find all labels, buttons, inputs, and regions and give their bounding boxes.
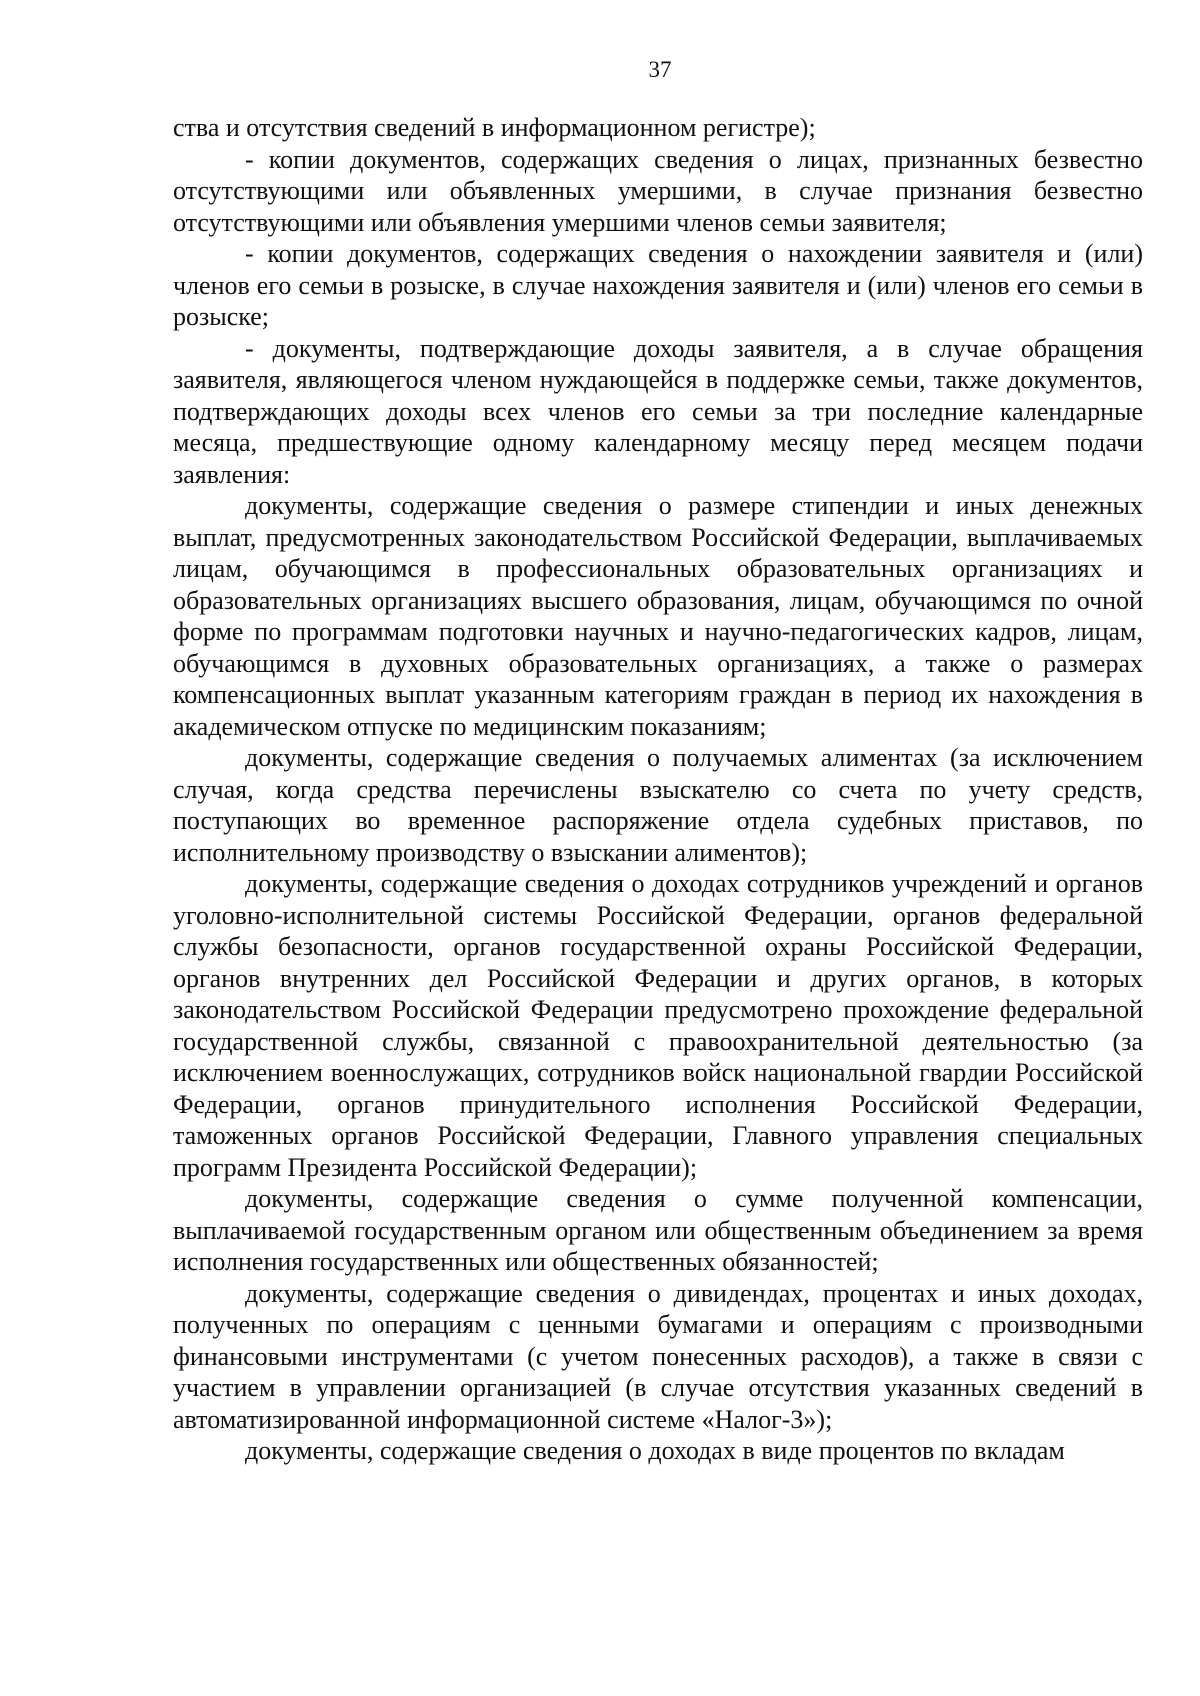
paragraph: - копии документов, содержащих сведения о лицах, признанных безвестно отсутствующими или объявленных умершими, в случае признания безвестно отсутствующими или объявления умершими членов семьи заявителя; xyxy=(173,144,1143,237)
page-number: 37 xyxy=(648,57,672,82)
paragraph: документы, содержащие сведения о доходах в виде процентов по вкладам xyxy=(245,1436,1065,1465)
paragraph: - документы, подтверждающие доходы заявителя, а в случае обращения заявителя, являющегося членом нуждающейся в поддержке семьи, также документов, подтверждающих доходы всех членов его семьи за три последние календарные месяца, предшествующие одному календарному месяцу перед месяцем подачи заявления: xyxy=(173,333,1143,489)
paragraph: документы, содержащие сведения о получаемых алиментах (за исключением случая, когда средства перечислены взыскателю со счета по учету средств, поступающих во временное распоряжение отдела судебных приставов, по исполнительному производству о взыскании алиментов); xyxy=(173,743,1143,867)
paragraph: документы, содержащие сведения о доходах сотрудников учреждений и органов уголовно-исполнительной системы Российской Федерации, органов федеральной службы безопасности, органов государственной охраны Российской Федерации, органов внутренних дел Российской Федерации и других органов, в которых законодательством Российской Федерации предусмотрено прохождение федеральной государственной службы, связанной с правоохранительной деятельностью (за исключением военнослужащих, сотрудников войск национальной гвардии Российской Федерации, органов принудительного исполнения Российской Федерации, таможенных органов Российской Федерации, Главного управления специальных программ Президента Российской Федерации); xyxy=(173,869,1143,1182)
paragraph: документы, содержащие сведения о сумме полученной компенсации, выплачиваемой государственным органом или общественным объединением за время исполнения государственных или общественных обязанностей; xyxy=(173,1184,1143,1276)
paragraph: - копии документов, содержащих сведения о нахождении заявителя и (или) членов его семьи в розыске, в случае нахождения заявителя и (или) членов его семьи в розыске; xyxy=(173,239,1143,331)
paragraph: документы, содержащие сведения о размере стипендии и иных денежных выплат, предусмотренных законодательством Российской Федерации, выплачиваемых лицам, обучающимся в профессиональных образовательных организациях и образовательных организациях высшего образования, лицам, обучающимся по очной форме по программам подготовки научных и научно-педагогических кадров, лицам, обучающимся в духовных образовательных организациях, а также о размерах компенсационных выплат указанным категориям граждан в период их нахождения в академическом отпуске по медицинским показаниям; xyxy=(173,491,1143,741)
paragraph: документы, содержащие сведения о дивидендах, процентах и иных доходах, полученных по операциям с ценными бумагами и операциям с производными финансовыми инструментами (с учетом понесенных расходов), а также в связи с участием в управлении организацией (в случае отсутствия указанных сведений в автоматизированной информационной системе «Налог-3»); xyxy=(173,1278,1143,1434)
paragraph: ства и отсутствия сведений в информационном регистре); xyxy=(173,113,816,142)
document-body xyxy=(173,112,1143,1467)
